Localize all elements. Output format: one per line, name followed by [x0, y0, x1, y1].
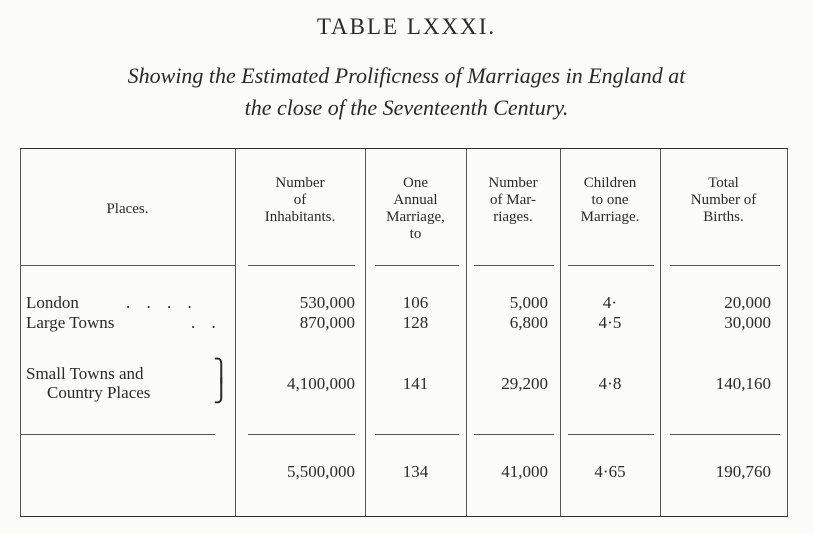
header-text: Number [488, 175, 538, 191]
header-text: Marriage. [580, 209, 640, 225]
table-right-border [787, 149, 788, 516]
data-table [20, 148, 788, 517]
total-inhabitants: 5,500,000 [287, 462, 355, 481]
cell-marriages: 29,200 [501, 374, 548, 393]
header-annual-marriage [365, 175, 466, 243]
total-births: 190,760 [715, 462, 771, 481]
subtitle-line-1: Showing the Estimated Prolificness of Marriages in England at [127, 63, 686, 88]
header-text: Inhabitants. [264, 209, 336, 225]
header-text: Total [708, 175, 739, 191]
header-text: One [403, 175, 428, 191]
header-rule [20, 265, 235, 266]
header-text: Number of [690, 192, 757, 208]
cell-marriages: 6,800 [509, 313, 548, 332]
header-text: Marriage, [386, 209, 445, 225]
header-births [660, 175, 787, 226]
cell-inhabitants: 4,100,000 [287, 374, 355, 393]
leader-dots: . . [191, 313, 222, 332]
place-name: Large Towns [26, 313, 115, 332]
header-text: riages. [493, 209, 533, 225]
table-row-place [26, 364, 150, 402]
header-text: Children [583, 175, 637, 191]
header-text: Number [275, 175, 325, 191]
table-row-place [26, 313, 222, 332]
totals-rule [568, 434, 654, 435]
header-inhabitants [235, 175, 365, 226]
total-annual: 134 [402, 462, 429, 481]
place-name: Country Places [47, 383, 151, 402]
header-marriages [466, 175, 560, 226]
totals-rule [670, 434, 780, 435]
cell-children: 4·5 [598, 313, 622, 332]
cell-annual: 106 [402, 293, 429, 312]
header-rule [248, 265, 355, 266]
header-children [560, 175, 660, 226]
totals-rule [248, 434, 355, 435]
cell-inhabitants: 530,000 [299, 293, 355, 312]
table-title: TABLE LXXXI. [316, 14, 497, 39]
total-marriages: 41,000 [501, 462, 548, 481]
cell-children: 4· [602, 293, 618, 312]
cell-births: 30,000 [724, 313, 771, 332]
header-text: Annual [393, 192, 438, 208]
header-rule [568, 265, 654, 266]
leader-dots: . . . . [126, 293, 198, 312]
place-name: Small Towns and [26, 364, 144, 383]
cell-marriages: 5,000 [509, 293, 548, 312]
cell-births: 140,160 [715, 374, 771, 393]
totals-rule [375, 434, 459, 435]
header-text: to one [591, 192, 629, 208]
brace-icon: ⎫ ⎭ [213, 358, 230, 403]
cell-annual: 128 [402, 313, 429, 332]
total-children: 4·65 [594, 462, 626, 481]
cell-annual: 141 [402, 374, 429, 393]
header-text: of Mar- [490, 192, 536, 208]
header-places: Places. [106, 201, 149, 217]
subtitle-line-2: the close of the Seventeenth Century. [244, 95, 569, 120]
header-text: of [293, 192, 307, 208]
header-rule [375, 265, 459, 266]
table-subtitle [0, 60, 813, 124]
table-row-place [26, 293, 198, 312]
cell-births: 20,000 [724, 293, 771, 312]
place-name: London [26, 293, 79, 312]
totals-rule [474, 434, 554, 435]
header-text: to [409, 226, 422, 242]
header-rule [670, 265, 780, 266]
header-rule [474, 265, 554, 266]
header-text: Births. [703, 209, 744, 225]
totals-rule [20, 434, 215, 435]
cell-children: 4·8 [598, 374, 622, 393]
cell-inhabitants: 870,000 [299, 313, 355, 332]
